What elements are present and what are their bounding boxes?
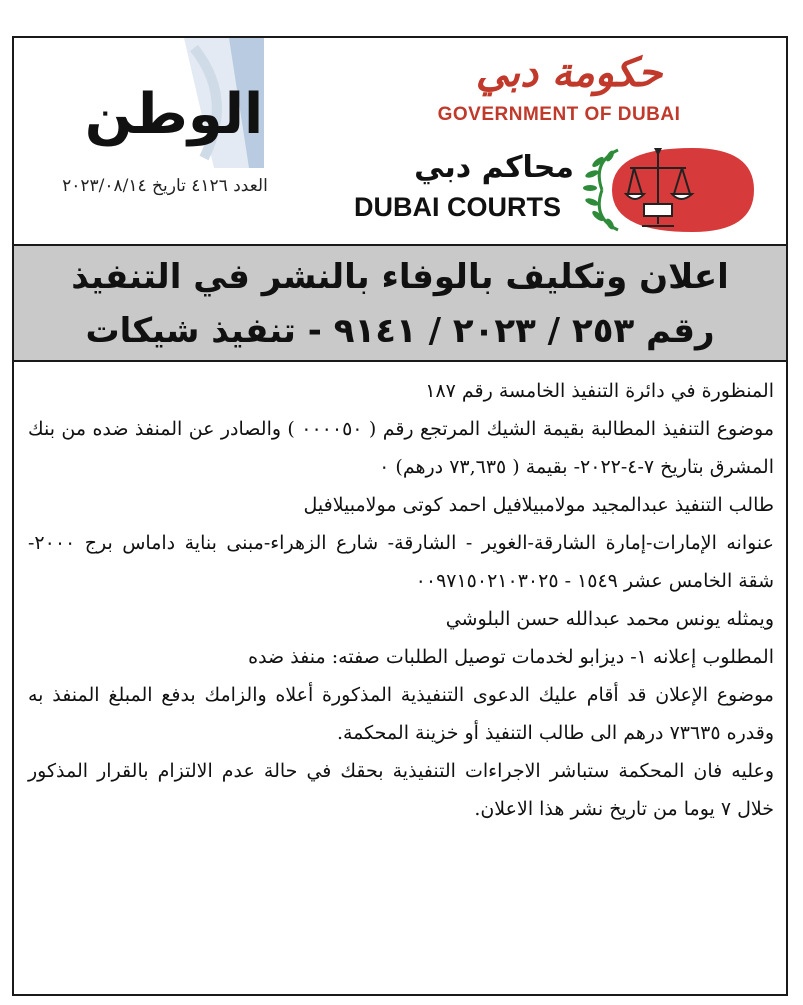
subject-paragraph: موضوع التنفيذ المطالبة بقيمة الشيك المرتجع رقم ( ٠٠٠٠٥٠ ) والصادر عن المنفذ ضده من بنك المشرق بتاريخ ٧-٤-٢٠٢٢- بقيمة ( ٧٣,٦٣٥ درهم) ٠ xyxy=(28,418,775,478)
address-paragraph: عنوانه الإمارات-إمارة الشارقة-الغوير - الشارقة- شارع الزهراء-مبنى بناية داماس برج ٢٠٠٠-شقة الخامس عشر ١٥٤٩ - ٠٠٩٧١٥٠٢١٠٣٠٢٥ xyxy=(28,532,774,592)
announcement-title xyxy=(14,244,786,362)
issue-date-line: العدد ٤١٢٦ تاريخ ٢٠٢٣/٠٨/١٤ xyxy=(62,176,268,196)
defendant-paragraph: المطلوب إعلانه ١- ديزابو لخدمات توصيل الطلبات صفته: منفذ ضده xyxy=(248,646,774,668)
courts-name-arabic: محاكم دبي xyxy=(414,150,574,185)
warning-paragraph: وعليه فان المحكمة ستباشر الاجراءات التنفيذية بحقك في حالة عدم الالتزام بالقرار المذكور خلال ٧ يوما من تاريخ نشر هذا الاعلان. xyxy=(28,760,774,820)
representative-paragraph: ويمثله يونس محمد عبدالله حسن البلوشي xyxy=(445,608,774,630)
case-circuit-paragraph: المنظورة في دائرة التنفيذ الخامسة رقم ١٨٧ xyxy=(425,380,774,402)
title-line-1: اعلان وتكليف بالوفاء بالنشر في التنفيذ xyxy=(71,257,729,297)
newspaper-logo: الوطن xyxy=(84,82,264,147)
claimant-paragraph: طالب التنفيذ عبدالمجيد مولامبيلافيل احمد كوتى مولامبيلافيل xyxy=(303,494,774,516)
scales-of-justice-icon xyxy=(572,142,758,238)
header xyxy=(14,38,786,244)
announcement-frame xyxy=(12,36,788,996)
government-name-english: GOVERNMENT OF DUBAI xyxy=(437,104,681,125)
courts-name-english: DUBAI COURTS xyxy=(354,192,561,222)
government-name-arabic: حكومة دبي xyxy=(475,49,663,96)
announcement-body xyxy=(28,372,774,828)
notice-subject-paragraph: موضوع الإعلان قد أقام عليك الدعوى التنفيذية المذكورة أعلاه والزامك بدفع المبلغ المنفذ به وقدره ٧٣٦٣٥ درهم الى طالب التنفيذ أو خزينة المحكمة. xyxy=(28,684,774,744)
title-line-2: رقم ٢٥٣ / ٢٠٢٣ / ٩١٤١ - تنفيذ شيكات xyxy=(85,311,715,351)
